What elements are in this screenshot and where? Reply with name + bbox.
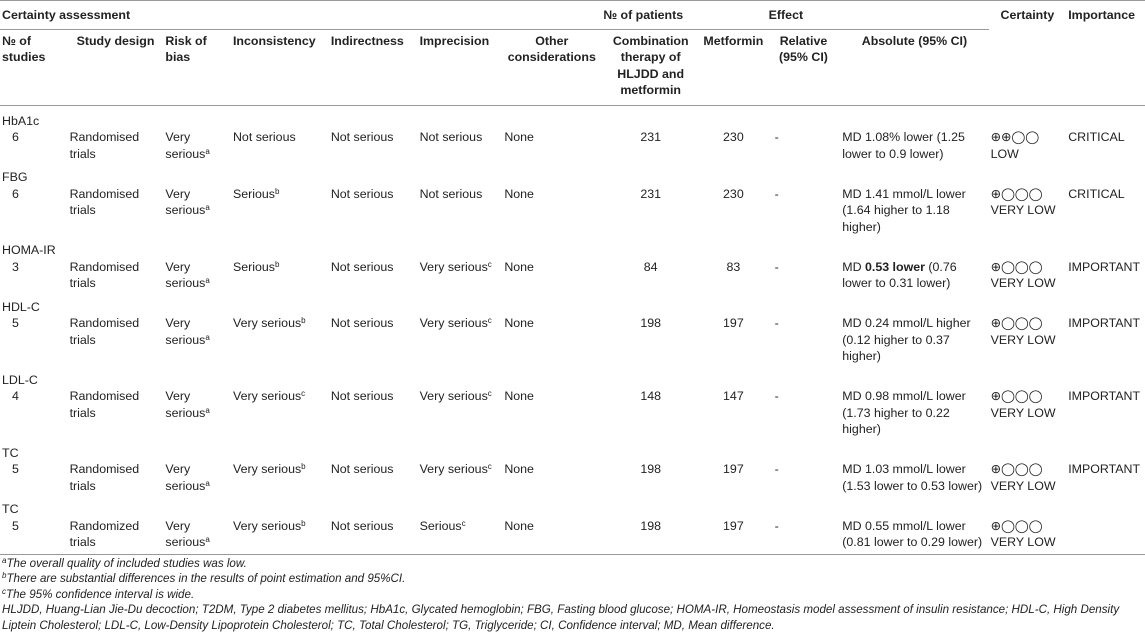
cell-certainty: ⊕◯◯◯ VERY LOW — [989, 461, 1067, 494]
cell-certainty: ⊕⊕◯◯ LOW — [989, 129, 1067, 162]
outcome-label-row — [0, 235, 1145, 259]
cell-no-of-studies: 5 — [0, 315, 68, 365]
cell-inconsistency-text: Very serious — [233, 462, 301, 476]
cell-no-of-studies: 6 — [0, 129, 68, 162]
table-row — [0, 186, 1145, 236]
header-sub-row — [0, 29, 1145, 105]
outcome-label: HOMA-IR — [0, 235, 1145, 259]
outcome-label-row — [0, 365, 1145, 389]
cell-importance — [1066, 518, 1145, 555]
outcome-label: TC — [0, 438, 1145, 462]
cell-inconsistency-footnote-mark: b — [275, 187, 279, 196]
cell-indirectness: Not serious — [329, 259, 418, 292]
cell-risk-of-bias-footnote-mark: a — [205, 479, 209, 488]
cell-inconsistency-text: Very serious — [233, 316, 301, 330]
cell-metformin-count: 230 — [700, 129, 767, 162]
cell-indirectness: Not serious — [329, 129, 418, 162]
cell-relative: - — [767, 461, 841, 494]
cell-risk-of-bias — [163, 518, 231, 555]
cell-study-design: Randomised trials — [68, 461, 164, 494]
cell-study-design: Randomised trials — [68, 259, 164, 292]
header-effect: Effect — [767, 1, 989, 30]
cell-metformin-count: 197 — [700, 518, 767, 555]
cell-no-of-studies: 6 — [0, 186, 68, 236]
outcome-label: TC — [0, 494, 1145, 518]
cell-risk-of-bias-footnote-mark: a — [205, 535, 209, 544]
cell-inconsistency-footnote-mark: c — [301, 389, 305, 398]
cell-risk-of-bias-footnote-mark: a — [205, 147, 209, 156]
cell-imprecision: Not serious — [418, 129, 503, 162]
footnote-a-mark: a — [2, 556, 6, 565]
cell-imprecision — [418, 388, 503, 438]
cell-inconsistency: Not serious — [231, 129, 329, 162]
abbreviations-note: HLJDD, Huang-Lian Jie-Du decoction; T2DM, Type 2 diabetes mellitus; HbA1c, Glycated hemoglobin; FBG, Fasting blood glucose; HOMA-IR, Homeostasis model assessment of insulin resistance; HDL-C, High Density Liptein Cholesterol; LDL-C, Low-Density Lipoprotein Cholesterol; TC, Total Cholesterol; TG, Triglyceride; CI, Confidence interval; MD, Mean difference. — [2, 602, 1143, 633]
table-footnotes — [0, 555, 1145, 633]
cell-risk-of-bias — [163, 259, 231, 292]
cell-study-design: Randomised trials — [68, 388, 164, 438]
cell-risk-of-bias-text: Very serious — [165, 130, 205, 161]
header-certainty-blank — [989, 29, 1067, 105]
cell-risk-of-bias-text: Very serious — [165, 519, 205, 550]
cell-risk-of-bias-text: Very serious — [165, 316, 205, 347]
cell-study-design: Randomised trials — [68, 186, 164, 236]
cell-imprecision — [418, 518, 503, 555]
cell-indirectness: Not serious — [329, 388, 418, 438]
table-row — [0, 259, 1145, 292]
cell-imprecision-footnote-mark: c — [488, 462, 492, 471]
cell-relative: - — [767, 186, 841, 236]
cell-imprecision-footnote-mark: c — [462, 519, 466, 528]
cell-imprecision-text: Very serious — [420, 316, 488, 330]
cell-certainty: ⊕◯◯◯ VERY LOW — [989, 186, 1067, 236]
cell-combination-count: 231 — [601, 129, 700, 162]
cell-importance: IMPORTANT — [1066, 315, 1145, 365]
outcome-label: LDL-C — [0, 365, 1145, 389]
cell-certainty: ⊕◯◯◯ VERY LOW — [989, 315, 1067, 365]
cell-inconsistency — [231, 461, 329, 494]
cell-indirectness: Not serious — [329, 461, 418, 494]
footnote-b-mark: b — [2, 571, 6, 580]
header-importance-blank — [1066, 29, 1145, 105]
outcome-label-row — [0, 292, 1145, 316]
cell-risk-of-bias-footnote-mark: a — [205, 276, 209, 285]
cell-combination-count: 148 — [601, 388, 700, 438]
cell-inconsistency-text: Very serious — [233, 389, 301, 403]
cell-risk-of-bias-footnote-mark: a — [205, 406, 209, 415]
cell-inconsistency-text: Serious — [233, 187, 275, 201]
cell-importance: IMPORTANT — [1066, 259, 1145, 292]
cell-importance: IMPORTANT — [1066, 388, 1145, 438]
cell-metformin-count: 147 — [700, 388, 767, 438]
outcome-label: FBG — [0, 162, 1145, 186]
header-absolute: Absolute (95% CI) — [840, 29, 988, 105]
cell-importance: CRITICAL — [1066, 186, 1145, 236]
table-row — [0, 129, 1145, 162]
cell-other-considerations: None — [502, 186, 601, 236]
cell-combination-count: 231 — [601, 186, 700, 236]
footnote-b — [2, 571, 1143, 587]
cell-combination-count: 84 — [601, 259, 700, 292]
header-group-row — [0, 1, 1145, 30]
cell-absolute — [840, 259, 988, 292]
cell-risk-of-bias-text: Very serious — [165, 462, 205, 493]
cell-inconsistency-footnote-mark: b — [301, 519, 305, 528]
cell-other-considerations: None — [502, 129, 601, 162]
cell-absolute: MD 1.41 mmol/L lower (1.64 higher to 1.18 higher) — [840, 186, 988, 236]
cell-study-design: Randomised trials — [68, 129, 164, 162]
header-relative: Relative (95% CI) — [767, 29, 841, 105]
cell-risk-of-bias — [163, 388, 231, 438]
table-row — [0, 461, 1145, 494]
cell-risk-of-bias-text: Very serious — [165, 260, 205, 291]
cell-risk-of-bias-text: Very serious — [165, 389, 205, 420]
cell-indirectness: Not serious — [329, 518, 418, 555]
cell-indirectness: Not serious — [329, 186, 418, 236]
cell-metformin-count: 230 — [700, 186, 767, 236]
cell-absolute: MD 0.98 mmol/L lower (1.73 higher to 0.22 higher) — [840, 388, 988, 438]
cell-no-of-studies: 5 — [0, 518, 68, 555]
cell-relative: - — [767, 129, 841, 162]
header-imprecision: Imprecision — [418, 29, 503, 105]
table-body — [0, 105, 1145, 554]
cell-imprecision-footnote-mark: c — [488, 316, 492, 325]
cell-absolute: MD 1.03 mmol/L lower (1.53 lower to 0.53 lower) — [840, 461, 988, 494]
cell-other-considerations: None — [502, 461, 601, 494]
cell-risk-of-bias — [163, 461, 231, 494]
cell-indirectness: Not serious — [329, 315, 418, 365]
outcome-label-row — [0, 162, 1145, 186]
cell-importance: IMPORTANT — [1066, 461, 1145, 494]
cell-metformin-count: 83 — [700, 259, 767, 292]
cell-other-considerations: None — [502, 259, 601, 292]
cell-inconsistency-text: Very serious — [233, 519, 301, 533]
cell-absolute: MD 1.08% lower (1.25 lower to 0.9 lower) — [840, 129, 988, 162]
footnote-b-text: There are substantial differences in the results of point estimation and 95%CI. — [6, 572, 405, 585]
cell-imprecision — [418, 259, 503, 292]
footnote-a-text: The overall quality of included studies was low. — [6, 557, 246, 570]
absolute-prefix: MD — [842, 260, 865, 274]
cell-combination-count: 198 — [601, 461, 700, 494]
footnote-c — [2, 587, 1143, 603]
outcome-label-row — [0, 494, 1145, 518]
cell-absolute: MD 0.24 mmol/L higher (0.12 higher to 0.37 higher) — [840, 315, 988, 365]
header-risk-of-bias: Risk of bias — [163, 29, 231, 105]
header-importance: Importance — [1066, 1, 1145, 30]
cell-relative: - — [767, 315, 841, 365]
header-no-of-studies: № of studies — [0, 29, 68, 105]
outcome-label-row — [0, 438, 1145, 462]
cell-imprecision: Not serious — [418, 186, 503, 236]
cell-metformin-count: 197 — [700, 461, 767, 494]
cell-relative: - — [767, 259, 841, 292]
cell-certainty: ⊕◯◯◯ VERY LOW — [989, 388, 1067, 438]
cell-imprecision-text: Very serious — [420, 462, 488, 476]
cell-risk-of-bias-footnote-mark: a — [205, 333, 209, 342]
table-header — [0, 1, 1145, 106]
cell-imprecision-footnote-mark: c — [488, 389, 492, 398]
cell-no-of-studies: 4 — [0, 388, 68, 438]
cell-inconsistency-footnote-mark: b — [301, 316, 305, 325]
footnote-a — [2, 556, 1143, 572]
cell-risk-of-bias — [163, 315, 231, 365]
cell-inconsistency — [231, 186, 329, 236]
header-study-design: Study design — [68, 29, 164, 105]
cell-metformin-count: 197 — [700, 315, 767, 365]
absolute-suffix: (0.76 lower to 0.31 lower) — [842, 260, 956, 291]
cell-risk-of-bias-footnote-mark: a — [205, 203, 209, 212]
cell-no-of-studies: 5 — [0, 461, 68, 494]
cell-imprecision-text: Serious — [420, 519, 462, 533]
header-certainty: Certainty — [989, 1, 1067, 30]
cell-absolute: MD 0.55 mmol/L lower (0.81 lower to 0.29 lower) — [840, 518, 988, 555]
cell-imprecision-text: Very serious — [420, 260, 488, 274]
outcome-label-row — [0, 105, 1145, 129]
outcome-label: HDL-C — [0, 292, 1145, 316]
cell-other-considerations: None — [502, 315, 601, 365]
footnote-c-mark: c — [2, 587, 6, 596]
header-inconsistency: Inconsistency — [231, 29, 329, 105]
cell-inconsistency — [231, 388, 329, 438]
footnote-c-text: The 95% confidence interval is wide. — [6, 588, 194, 601]
table-row — [0, 388, 1145, 438]
header-combination-therapy: Combination therapy of HLJDD and metformin — [601, 29, 700, 105]
outcome-label: HbA1c — [0, 105, 1145, 129]
cell-combination-count: 198 — [601, 315, 700, 365]
header-other-considerations: Other considerations — [502, 29, 601, 105]
cell-inconsistency — [231, 259, 329, 292]
cell-risk-of-bias-text: Very serious — [165, 187, 205, 218]
cell-imprecision — [418, 461, 503, 494]
header-no-of-patients: № of patients — [601, 1, 766, 30]
header-indirectness: Indirectness — [329, 29, 418, 105]
cell-relative: - — [767, 388, 841, 438]
cell-certainty: ⊕◯◯◯ VERY LOW — [989, 518, 1067, 555]
cell-combination-count: 198 — [601, 518, 700, 555]
absolute-bold-value: 0.53 lower — [865, 260, 925, 274]
table-row — [0, 518, 1145, 555]
cell-inconsistency-footnote-mark: b — [301, 462, 305, 471]
cell-no-of-studies: 3 — [0, 259, 68, 292]
cell-inconsistency-text: Serious — [233, 260, 275, 274]
cell-risk-of-bias — [163, 129, 231, 162]
cell-inconsistency — [231, 518, 329, 555]
cell-inconsistency — [231, 315, 329, 365]
cell-other-considerations: None — [502, 388, 601, 438]
cell-imprecision-footnote-mark: c — [488, 260, 492, 269]
cell-importance: CRITICAL — [1066, 129, 1145, 162]
cell-study-design: Randomised trials — [68, 315, 164, 365]
header-certainty-assessment: Certainty assessment — [0, 1, 601, 30]
cell-imprecision-text: Very serious — [420, 389, 488, 403]
header-metformin: Metformin — [700, 29, 767, 105]
cell-study-design: Randomized trials — [68, 518, 164, 555]
cell-certainty: ⊕◯◯◯ VERY LOW — [989, 259, 1067, 292]
table-row — [0, 315, 1145, 365]
cell-imprecision — [418, 315, 503, 365]
cell-risk-of-bias — [163, 186, 231, 236]
cell-relative: - — [767, 518, 841, 555]
cell-inconsistency-footnote-mark: b — [275, 260, 279, 269]
cell-other-considerations: None — [502, 518, 601, 555]
